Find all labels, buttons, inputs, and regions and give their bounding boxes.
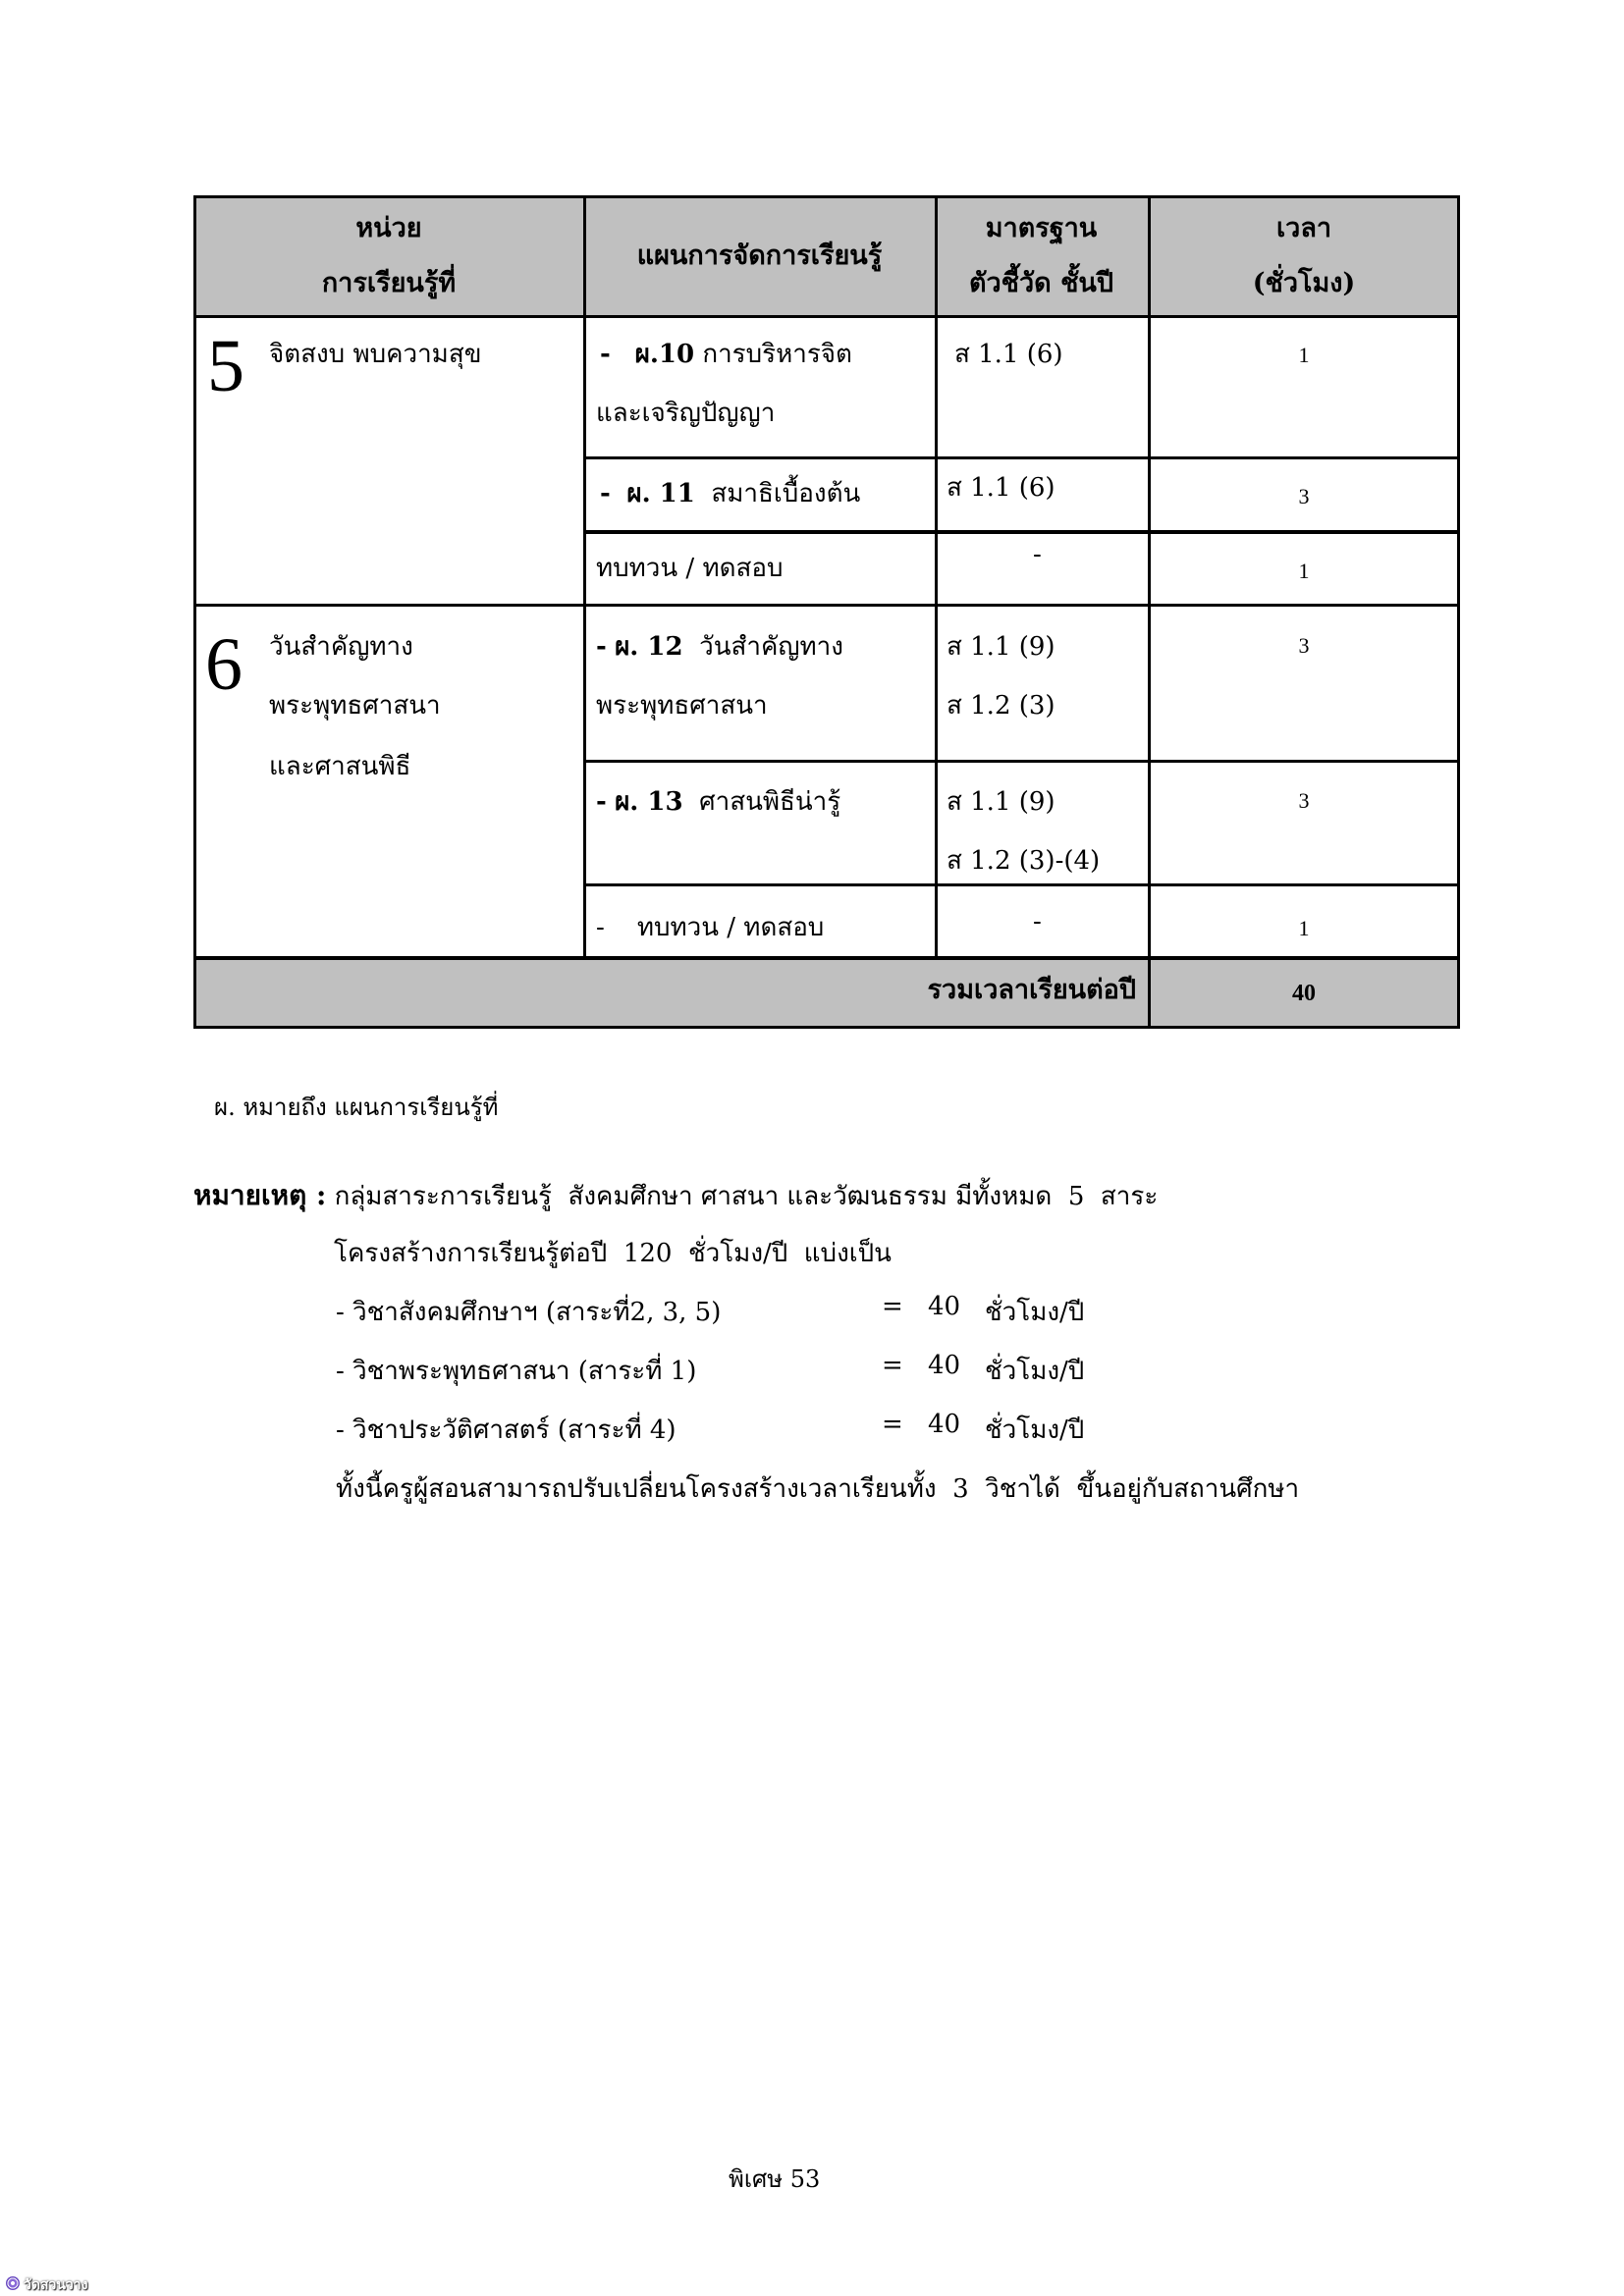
- header-standard-line1: มาตรฐาน: [985, 213, 1098, 243]
- subject-unit: ชั่วโมง/ปี: [985, 1415, 1085, 1445]
- plan-code: ผ. 13: [615, 787, 683, 817]
- plan-prefix: -: [596, 787, 607, 817]
- subject-name: - วิชาสังคมศึกษาฯ (สาระที่2, 3, 5): [336, 1298, 722, 1327]
- remark-line1: [193, 1174, 1158, 1217]
- plan-cell: [596, 773, 840, 831]
- subject-eq: =: [882, 1351, 903, 1380]
- plan-title: ศาสนพิธีน่ารู้: [699, 787, 841, 817]
- plan-prefix: -: [600, 340, 611, 369]
- remark-last-line: ทั้งนี้ครูผู้สอนสามารถปรับเปลี่ยนโครงสร้างเวลาเรียนทั้ง 3 วิชาได้ ขึ้นอยู่กับสถานศึกษา: [336, 1474, 1300, 1504]
- row-divider: [193, 604, 1460, 607]
- plan-prefix: -: [596, 632, 607, 662]
- plan-title: สมาธิเบื้องต้น: [711, 479, 861, 508]
- plan-code: ผ. 11: [626, 479, 695, 508]
- row-divider: [584, 530, 1460, 534]
- unit-title: วันสำคัญทาง: [269, 632, 413, 662]
- hours-cell: 1: [1298, 343, 1310, 367]
- legend-note: ผ. หมายถึง แผนการเรียนรู้ที่: [214, 1094, 499, 1121]
- table-border-top: [193, 195, 1460, 198]
- standard-cell: ส 1.2 (3)-(4): [947, 846, 1101, 876]
- row-divider: [193, 956, 1460, 960]
- unit-title: จิตสงบ พบความสุข: [269, 340, 482, 369]
- subject-eq: =: [882, 1410, 903, 1439]
- remark-text: กลุ่มสาระการเรียนรู้ สังคมศึกษา ศาสนา และวัฒนธรรม มีทั้งหมด 5 สาระ: [334, 1182, 1159, 1211]
- subject-name: - วิชาประวัติศาสตร์ (สาระที่ 4): [336, 1415, 677, 1445]
- plan-title: การบริหารจิต: [702, 340, 852, 369]
- total-label: รวมเวลาเรียนต่อปี: [927, 975, 1136, 1005]
- plan-prefix: -: [600, 479, 611, 508]
- standard-cell: ส 1.1 (6): [947, 473, 1056, 503]
- plan-title: วันสำคัญทาง: [699, 632, 843, 662]
- remark-line2: โครงสร้างการเรียนรู้ต่อปี 120 ชั่วโมง/ปี แบ่งเป็น: [334, 1239, 892, 1268]
- header-unit-line2: การเรียนรู้ที่: [321, 268, 457, 298]
- unit-number: 5: [207, 325, 244, 407]
- target-circle-icon: [6, 2276, 20, 2290]
- plan-title-line2: และเจริญปัญญา: [596, 399, 776, 428]
- standard-cell: -: [1033, 540, 1042, 569]
- header-time: [1148, 201, 1460, 311]
- header-standard-line2: ตัวชี้วัด ชั้นปี: [968, 268, 1114, 298]
- plan-cell: [600, 325, 852, 384]
- standard-cell: -: [1033, 907, 1042, 936]
- plan-title: ทบทวน / ทดสอบ: [636, 913, 825, 942]
- row-divider: [584, 760, 1460, 763]
- hours-cell: 3: [1298, 633, 1310, 658]
- header-unit: [193, 201, 584, 311]
- curriculum-table: [193, 195, 1460, 1029]
- standard-cell: ส 1.2 (3): [947, 691, 1056, 721]
- header-plan: แผนการจัดการเรียนรู้: [636, 240, 883, 271]
- subject-value: 40: [928, 1351, 961, 1380]
- unit-number: 6: [205, 623, 243, 706]
- standard-cell: ส 1.1 (6): [954, 340, 1063, 369]
- unit-title: และศาสนพิธี: [269, 752, 411, 781]
- plan-cell: [596, 617, 843, 676]
- watermark-logo: วัดสวนวาง: [24, 2277, 88, 2293]
- table-border-bottom: [193, 1026, 1460, 1029]
- remark-label: หมายเหตุ :: [193, 1179, 327, 1211]
- subject-value: 40: [928, 1292, 961, 1321]
- hours-cell: 1: [1298, 916, 1310, 940]
- header-standard: [935, 201, 1148, 311]
- hours-cell: 3: [1298, 788, 1310, 813]
- unit-title: พระพุทธศาสนา: [269, 691, 441, 721]
- header-unit-line1: หน่วย: [355, 213, 422, 243]
- plan-code: ผ.10: [634, 340, 695, 369]
- subject-unit: ชั่วโมง/ปี: [985, 1298, 1085, 1327]
- subject-unit: ชั่วโมง/ปี: [985, 1357, 1085, 1386]
- header-time-line2: (ชั่วโมง): [1252, 268, 1356, 298]
- plan-cell: [600, 464, 860, 523]
- standard-cell: ส 1.1 (9): [947, 787, 1056, 817]
- plan-code: ผ. 12: [615, 632, 683, 662]
- col-divider: [1148, 195, 1151, 1029]
- table-border-left: [193, 195, 196, 1029]
- subject-eq: =: [882, 1292, 903, 1321]
- hours-cell: 1: [1298, 559, 1310, 583]
- subject-value: 40: [928, 1410, 961, 1439]
- subject-name: - วิชาพระพุทธศาสนา (สาระที่ 1): [336, 1357, 697, 1386]
- plan-prefix: -: [596, 913, 605, 942]
- plan-cell: ทบทวน / ทดสอบ: [596, 554, 784, 583]
- table-border-right: [1457, 195, 1460, 1029]
- header-time-line1: เวลา: [1275, 213, 1332, 243]
- row-divider: [193, 315, 1460, 318]
- standard-cell: ส 1.1 (9): [947, 632, 1056, 662]
- plan-cell: [596, 898, 824, 957]
- total-value: 40: [1292, 981, 1316, 1006]
- page-number: พิเศษ 53: [729, 2165, 821, 2193]
- plan-title-line2: พระพุทธศาสนา: [596, 691, 768, 721]
- hours-cell: 3: [1298, 484, 1310, 508]
